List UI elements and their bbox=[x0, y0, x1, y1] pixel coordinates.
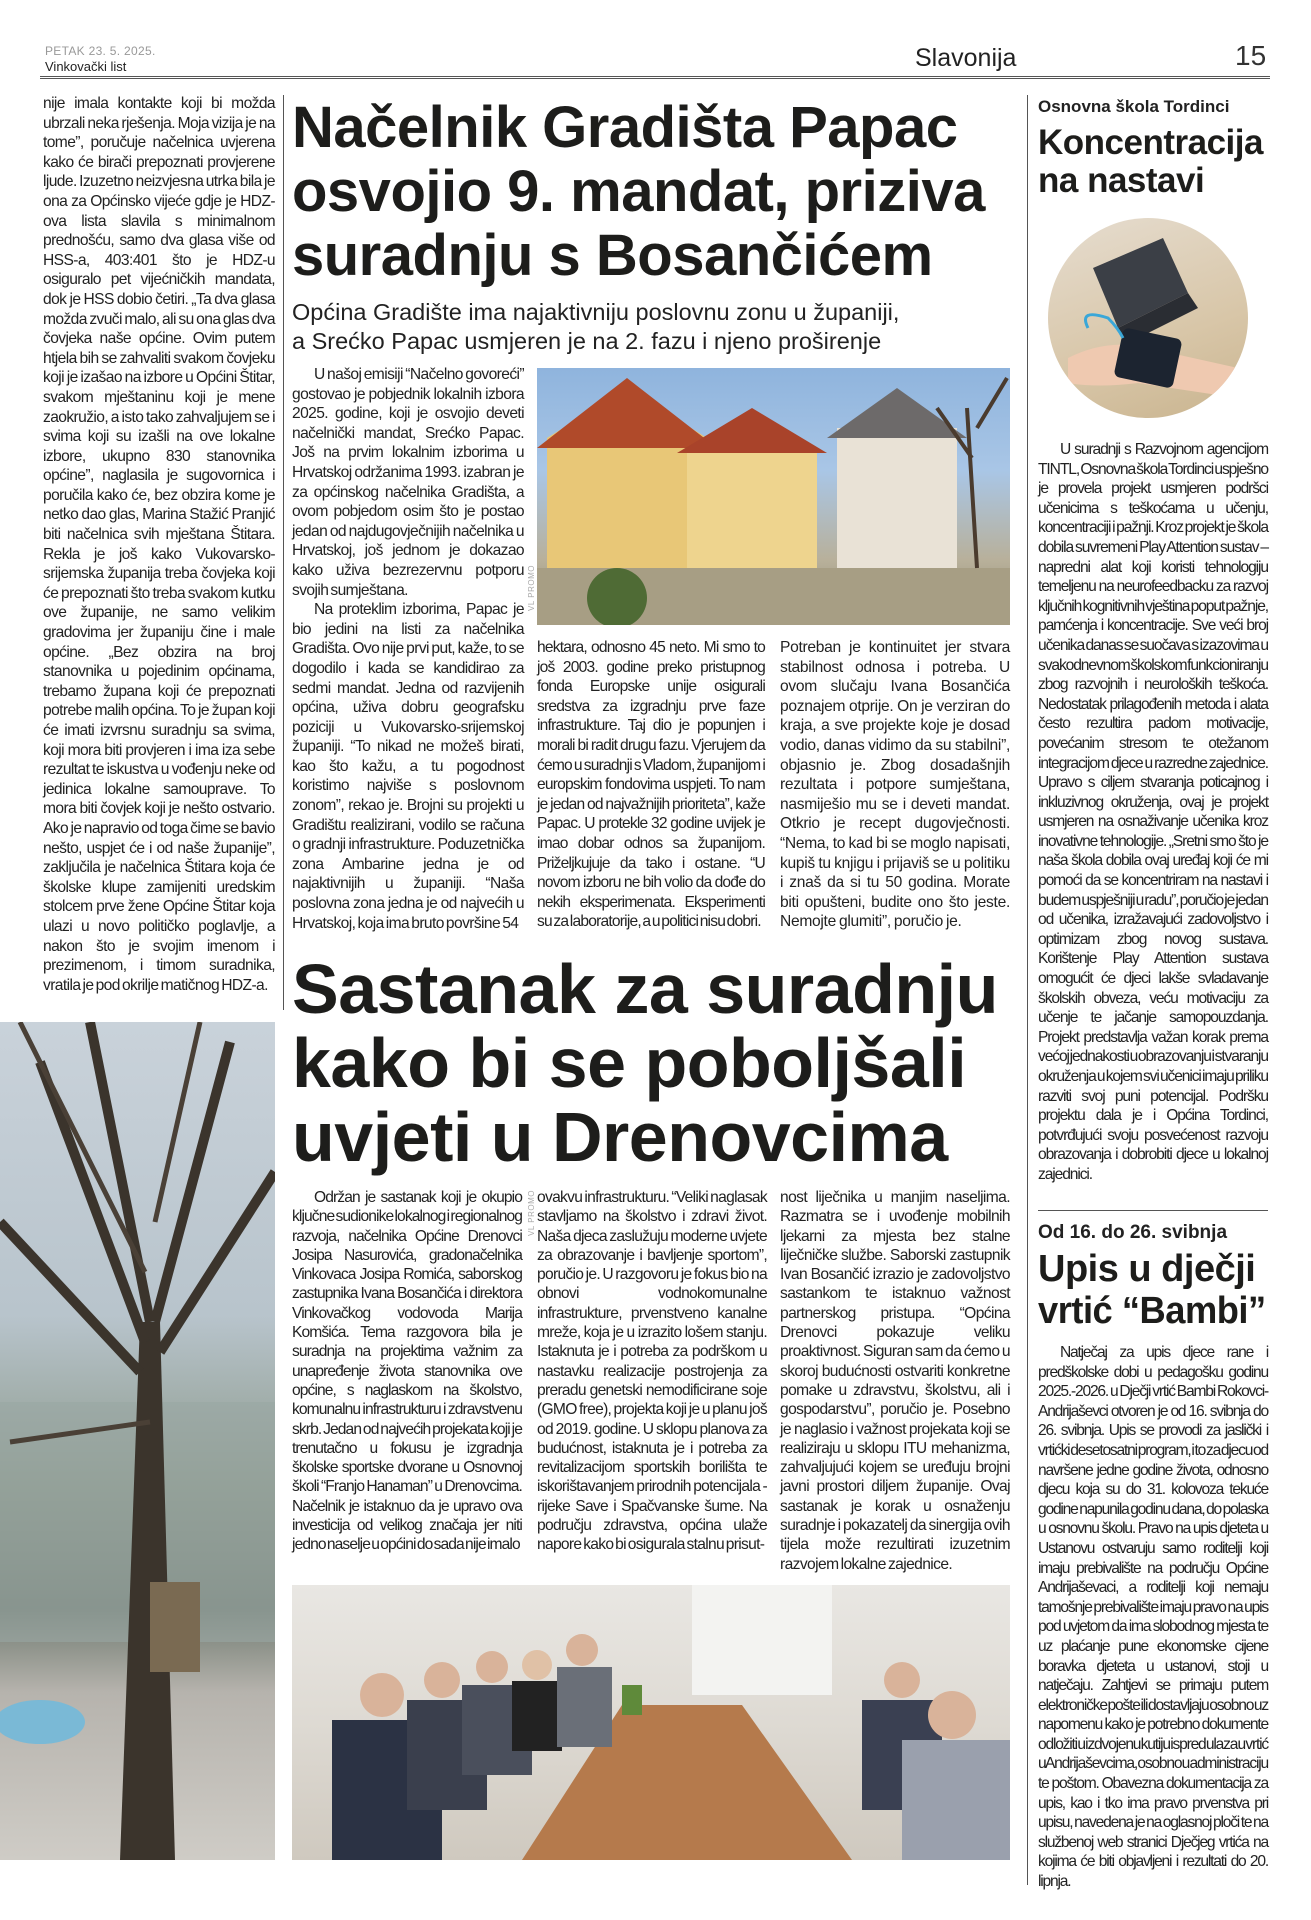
headline-line: Načelnik Gradišta Papac bbox=[292, 95, 958, 160]
paragraph: Natječaj za upis djece rane i predškolske dobi u pedagošku godinu 2025.-2026. u Dječji vrtić Bambi Rokovci-Andrijaševci otvoren je od 16. svibnja do 26. svibnja. Upis se provodi za jaslički i vrtićki desetosatni program, i to za djecu od navršene jedne godine života, odnosno djecu koja su do 31. kolovoza tekuće godine napunila godinu dana, do polaska u osnovnu školu. Pravo na upis djeteta u Ustanovu ostvaruju samo roditelji koji imaju prebivalište na području Općine Andrijaševaci, a roditelji koji nemaju tamošnje prebivalište imaju pravo na upis pod uvjetom da ima slobodnog mjesta te uz plaćanje pune ekonomske cijene boravka djeteta u ustanovi, stoji u natječaju. Zahtjevi se primaju putem elektroničke pošte ili dostavljaju osobno uz napomenu kako je potrebno dokumente odložiti u izdvojenu kutiju ispred ulaza u vrtić u Andrijaševcima, osobno u administraciju te poštom. Obavezna dokumentacija za upis, kao i tko ima pravo prvenstva pri upisu, navedena je na oglasnoj ploči te na službenoj web stranici Dječjeg vrtića na kojima će biti objavljeni i rezultati do 20. lipnja. bbox=[1038, 1344, 1268, 1891]
subheadline-line: a Srećko Papac usmjeren je na 2. fazu i njeno proširenje bbox=[292, 328, 882, 354]
article-text: nije imala kontakte koji bi možda ubrzali neka rješenja. Moja vizija je na tome”, poručuje načelnica uvjerena kako će birači prepoznati provjerene ljude. Izuzetno neizvjesna utrka bila je ona za Općinsko vijeće gdje je HDZ-ova lista slavila s minimalnom prednošću, samo dva glasa više od HSS-a, 403:401 što je HDZ-u osiguralo pet vijećničkih mandata, dok je HSS dobio četiri. „Ta dva glasa možda zvuči malo, ali su ona glas dva čovjeka naše općine. Ovim putem htjela bih se zahvaliti svakom čovjeku koji je izašao na izbore u Općini Štitar, svakom mještaninu koji je mene zaokružio, a isto tako zahvaljujem se i svima koji su izašli na ove lokalne izbore, ukupno 830 stanovnika općine”, naglasila je sugovornica i poručila kako će, bez obzira kome je netko dao glas, Marina Stažić Pranjić biti načelnica svih mještana Štitara. Rekla je još kako Vukovarsko-srijemska županija treba čovjeka koji će prepoznati što treba svakom kutku ove županije, ne samo velikim gradovima jer županiju čine i male općine. „Bez obzira na broj stanovnika u pojedinim općinama, trebamo župana koji će prepoznati potrebe malih općina. To je župan koji će imati izvrsnu suradnju sa svima, koji mora biti provjeren i ima iza sebe rezultat te iskustva u vođenju neke od jedinica lokalne samouprave. To mora biti čovjek koji je nešto ostvario. Ako je napravio od toga čime se bavio nešto, uspjet će i od naše županije”, zaključila je načelnica Štitara koja će školske klupe zamijeniti uredskim stolcem prve žene Općine Štitar koja ulazi u novo političko poglavlje, a nakon što je svojim imenom i prezimenom, i timom suradnika, vratila je pod okrilje matičnog HDZ-a. bbox=[43, 95, 275, 994]
paragraph: nost liječnika u manjim naseljima. Razmatra se i uvođenje mobilnih ljekarni za mjesta bez stalne liječničke službe. Saborski zastupnik Ivan Bosančić izrazio je zadovoljstvo sastankom te istaknuo važnost partnerskog pristupa. “Općina Drenovci pokazuje veliku proaktivnost. Siguran sam da ćemo u skoroj budućnosti ostvariti konkretne pomake u zdravstvu, školstvu, ali i gospodarstvu”, poručio je. Posebno je naglasio i važnost projekata koji se realiziraju u sklopu ITU mehanizma, zahvaljujući kojem se uređuju brojni javni prostori diljem županije. Ovaj sastanak je korak u osnaženju suradnje i pokazatelj da sinergija ovih tijela može rezultirati izuzetnim razvojem lokalne zajednice. bbox=[780, 1189, 1010, 1573]
tree-playground-photo bbox=[0, 1022, 275, 1860]
headline-line: Koncentracija bbox=[1038, 123, 1263, 162]
photo-credit: VL PROMO bbox=[527, 1190, 536, 1236]
paragraph: hektara, odnosno 45 neto. Mi smo to još 2003. godine preko pristupnog fonda Europske unije osigurali sredstva za izgradnju prve faze infrastrukture. Taj dio je popunjen i morali bi radit drugu fazu. Vjerujem da ćemo u suradnji s Vladom, županijom i europskim fondovima uspjeti. To nam je jedan od najvažnijih prioriteta”, kaže Papac. U protekle 32 godine uvijek je imao dobar odnos sa županijom. Priželjkujuje da tako i ostane. “U novom izboru ne bih volio da dođe do nekih eksperimenata. Eksperimenti su za laboratorije, a u politici nisu dobri. bbox=[537, 639, 765, 931]
left-column-article bbox=[43, 94, 275, 995]
sidebar-article bbox=[1038, 1343, 1268, 1892]
headline-line: na nastavi bbox=[1038, 161, 1205, 200]
sidebar-divider bbox=[1038, 1210, 1268, 1211]
kicker-text: Od 16. do 26. svibnja bbox=[1038, 1222, 1228, 1243]
headline-line: Upis u dječji bbox=[1038, 1248, 1256, 1290]
sidebar-kicker bbox=[1038, 1222, 1268, 1244]
article-subheadline bbox=[292, 298, 1017, 356]
meeting-photo bbox=[292, 1585, 1010, 1860]
paragraph: Na proteklim izborima, Papac je bio jedini na listi za načelnika Gradišta. Ovo nije prvi put, kaže, to se dogodilo i kada se kandidirao za sedmi mandat. Jedna od razvijenih općina, uživa dobru geografsku poziciji u Vukovarsko-srijemskoj županiji. “To nikad ne možeš birati, kao što kažu, a tu pogodnost koristimo najviše s poslovnom zonom”, rekao je. Brojni su projekti u Gradištu realizirani, vodilo se računa o gradnji infrastrukture. Poduzetnička zona Ambarine jedna je od najaktivnijih u županiji. “Naša poslovna zona jedna je od najvećih u Hrvatskoj, koja ima bruto površine 54 bbox=[292, 601, 524, 932]
newspaper-name: Vinkovački list bbox=[45, 59, 127, 74]
article-column bbox=[292, 1188, 522, 1555]
header-rule bbox=[40, 76, 1270, 79]
article-column bbox=[780, 1188, 1010, 1574]
article-column bbox=[537, 638, 765, 932]
headline-line: osvojio 9. mandat, priziva bbox=[292, 159, 985, 224]
sidebar-kicker bbox=[1038, 97, 1268, 117]
kicker-text: Osnovna škola Tordinci bbox=[1038, 97, 1230, 116]
sidebar-headline bbox=[1038, 124, 1268, 200]
article-column bbox=[780, 638, 1010, 932]
paragraph: ovakvu infrastrukturu. “Veliki naglasak stavljamo na školstvo i zdravi život. Naša djeca zaslužuju moderne uvjete za obrazovanje i bavljenje sportom”, poručio je. U razgovoru je fokus bio na obnovi vodnokomunalne infrastrukture, prvenstveno kanalne mreže, koja je u izrazito lošem stanju. Istaknuta je i potreba za podrškom u nastavku realizacije postrojenja za preradu genetski nemodificirane soje (GMO free), projekta koji je u planu još od 2019. godine. U sklopu planova za budućnost, istaknuta je i potreba za revitalizacijom sportskih borilišta te iskorištavanjem prirodnih potencijala - rijeke Save i Spačvanske šume. Na području zdravstva, općina ulaže napore kako bi osigurala stalnu prisut- bbox=[537, 1189, 767, 1554]
headline-line: vrtić “Bambi” bbox=[1038, 1290, 1266, 1332]
section-name: Slavonija bbox=[915, 44, 1017, 72]
headline-line: kako bi se poboljšali bbox=[292, 1024, 967, 1102]
subheadline-line: Općina Gradište ima najaktivniju poslovnu zonu u županiji, bbox=[292, 299, 900, 325]
paragraph: Potreban je kontinuitet jer stvara stabilnost odnosa i potreba. U ovom slučaju Ivana Bosančića poznajem otprije. On je verziran do kraja, a sve projekte koje je dosad vodio, danas vidimo da su stabilni”, objasnio je. Zbog dosadašnjih rezultata i potpore sumještana, nasmiješio mu se i deveti mandat. Otkrio je recept dugovječnosti. “Nema, to kad bi se moglo napisati, kupiš tu knjigu i prijaviš se u politiku i znaš da si tu 50 godina. Morate biti opušteni, budite ono što jeste. Nemojte glumiti”, poručio je. bbox=[780, 639, 1010, 931]
headline-line: Sastanak za suradnju bbox=[292, 950, 998, 1028]
attention-device-photo bbox=[1048, 218, 1248, 418]
article-headline bbox=[292, 952, 1017, 1174]
sidebar-headline bbox=[1038, 1248, 1268, 1332]
photo-credit: VL PROMO bbox=[527, 565, 536, 611]
article-column bbox=[292, 365, 524, 933]
page-number: 15 bbox=[1235, 40, 1267, 71]
paragraph: U suradnji s Razvojnom agencijom TINTL, Osnovna škola Tordinci uspješno je provela projekt usmjeren podršci učenicima s teškoćama u učenju, koncentraciji i pažnji. Kroz projekt je škola dobila suvremeni Play Attention sustav – napredni alat koji koristi tehnologiju temeljenu na neurofeedbacku za razvoj ključnih kognitivnih vještina poput pažnje, pamćenja i koncentracije. Sve veći broj učenika danas se suočava s izazovima u svakodnevnom školskom funkcioniranju zbog razvojnih i neuroloških teškoća. Nedostatak prilagođenih metoda i alata često rezultira padom motivacije, povećanim stresom te otežanom integracijom djece u razredne zajednice. Upravo s ciljem stvaranja poticajnog i inkluzivnog okruženja, ovaj je projekt usmjeren na osnaživanje učenika kroz inovativne tehnologije. „Sretni smo što je naša škola dobila ovaj uređaj koji će mi pomoći da se koncentriram na nastavi i budem uspješniji u radu”, poručio je jedan od učenika, izražavajući zadovoljstvo i optimizam zbog novog sustava. Korištenje Play Attention sustava omogućit će djeci lakše svladavanje školskih obveza, veću motivaciju za učenje te jačanje samopouzdanja. Projekt predstavlja važan korak prema većoj jednakosti u obrazovanju i stvaranju okruženja u kojem svi učenici imaju priliku razviti svoj puni potencijal. Podršku projektu dala je i Općina Tordinci, potvrđujući svoju posvećenost razvoju obrazovanja i dobrobiti djece u lokalnoj zajednici. bbox=[1038, 441, 1268, 1183]
sidebar-article bbox=[1038, 440, 1268, 1185]
paragraph: U našoj emisiji “Načelno govoreći” gostovao je pobjednik lokalnih izbora 2025. godine, koji je osvojio deveti načelnički mandat, Srećko Papac. Još na prvim lokalnim izborima u Hrvatskoj održanima 1993. izabran je za općinskog načelnika Gradišta, a ovom pobjedom osim što je postao jedan od najdugovječnijih načelnika u Hrvatskoj, još jednom je dokazao kako uživa bezrezervnu potporu svojih sumještana. bbox=[292, 366, 524, 599]
column-divider bbox=[283, 95, 284, 1010]
issue-date: PETAK 23. 5. 2025. bbox=[45, 44, 156, 58]
headline-line: uvjeti u Drenovcima bbox=[292, 1098, 948, 1176]
column-divider bbox=[1027, 95, 1028, 1885]
gradiste-village-photo bbox=[537, 368, 1010, 625]
paragraph: Održan je sastanak koji je okupio ključne sudionike lokalnog i regionalnog razvoja, načelnika Općine Drenovci Josipa Nasurovića, gradonačelnika Vinkovaca Josipa Romića, saborskog zastupnika Ivana Bosančića i direktora Vinkovačkog vodovoda Marija Komšića. Tema razgovora bila je suradnja na projektima važnim za unapređenje života stanovnika ove općine, s naglaskom na školstvo, komunalnu infrastrukturu i zdravstvenu skrb. Jedan od najvećih projekata koji je trenutačno u fokusu je izgradnja školske sportske dvorane u Osnovnoj školi “Franjo Hanaman” u Drenovcima. Načelnik je istaknuo da je upravo ova investicija od velikog značaja jer niti jedno naselje u općini do sada nije imalo bbox=[292, 1189, 523, 1554]
article-headline bbox=[292, 96, 1017, 288]
headline-line: suradnju s Bosančićem bbox=[292, 223, 933, 288]
article-column bbox=[537, 1188, 767, 1555]
